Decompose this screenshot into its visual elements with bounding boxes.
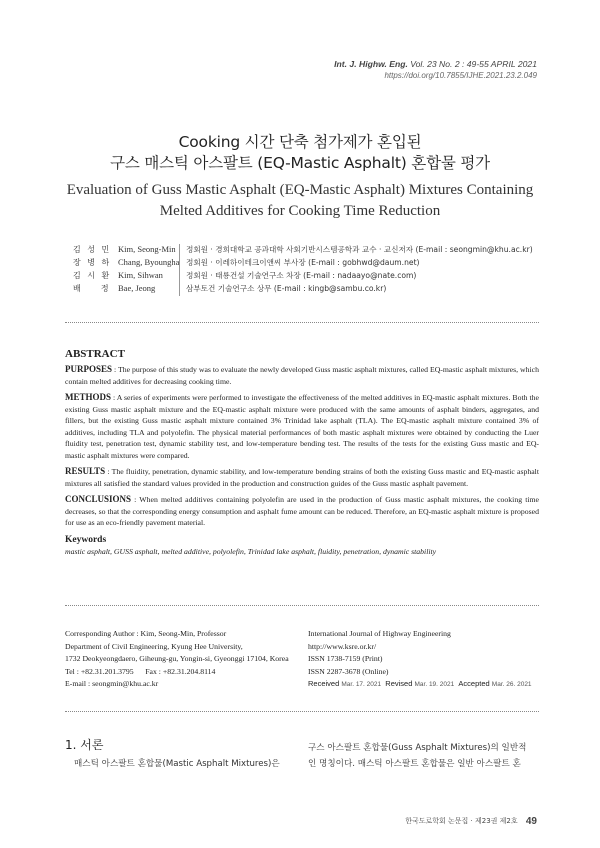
author-affiliation: 정회원 · 태룡건설 기술연구소 차장 (E-mail : nadaayo@nate.com) (186, 271, 417, 280)
doi-link[interactable]: https://doi.org/10.7855/IJHE.2021.23.2.049 (384, 71, 537, 80)
divider (65, 711, 539, 712)
author-name-en: Kim, Seong-Min (118, 244, 176, 254)
methods-text: : A series of experiments were performed to investigate the effectiveness of the melted additives in EQ-mastic asphalt mixtures. Both the existing Guss mastic asphalt mixture and the EQ-mastic asphalt mixture were produced with the same amounts of asphalt binders, aggregates, and fillers, but the existing Guss mastic asphalt mixture contained 3% Trinidad lake asphalt (TLA). The EQ-mastic asphalt mixture contained 3% of additives, including TLA and polyolefin. The physical material performances of both mastic asphalt mixtures were obtained by conducting the Luer fluidity test, penetration test, dynamic stability test, and low-temperature bending test. The results of the tests for the existing Guss mastic and EQ-mastic asphalt mixtures were compared. (65, 393, 539, 460)
page-number: 49 (525, 816, 537, 827)
journal-info-line: International Journal of Highway Engineering (308, 629, 451, 638)
author-affiliation: 삼부토건 기술연구소 상무 (E-mail : kingb@sambu.co.kr) (186, 284, 387, 293)
journal-info-block (308, 628, 548, 692)
received-label: Received (308, 679, 340, 689)
revised-label: Revised (385, 679, 413, 689)
accepted-date: Mar. 26. 2021 (491, 681, 532, 689)
author-row (0, 282, 600, 295)
author-affiliation: 정회원 · 이레하이테크이앤씨 부사장 (E-mail : gobhwd@daum.net) (186, 258, 420, 267)
author-affiliation: 정회원 · 경희대학교 공과대학 사회기반시스템공학과 교수 · 교신저자 (E-mail : seongmin@khu.ac.kr) (186, 245, 533, 254)
purposes-label: PURPOSES (65, 364, 113, 374)
accepted-label: Accepted (458, 679, 490, 689)
methods-label: METHODS (65, 392, 112, 402)
author-row (0, 243, 600, 256)
correspondence-line: 1732 Deokyeongdaero, Giheung-gu, Yongin-si, Gyeonggi 17104, Korea (65, 654, 289, 664)
abstract-purposes (65, 364, 539, 387)
body-line: 인 명칭이다. 매스틱 아스팔트 혼합물은 일반 아스팔트 혼 (308, 758, 521, 769)
title-korean (0, 132, 600, 174)
correspondence-line: Department of Civil Engineering, Kyung Hee University, (65, 641, 243, 651)
body-line: 매스틱 아스팔트 혼합물(Mastic Asphalt Mixtures)은 (74, 759, 280, 769)
abstract-conclusions (65, 494, 539, 529)
journal-name: Int. J. Highw. Eng. (334, 59, 408, 69)
author-row (0, 269, 600, 282)
author-row (0, 256, 600, 269)
conclusions-label: CONCLUSIONS (65, 494, 132, 504)
abstract-results (65, 466, 539, 489)
divider (65, 322, 539, 323)
journal-info-line: ISSN 2287-3678 (Online) (308, 666, 389, 676)
author-name-en: Chang, Byoungha (118, 257, 180, 267)
correspondence-email[interactable]: E-mail : seongmin@khu.ac.kr (65, 679, 159, 689)
correspondence-line: Tel : +82.31.201.3795 Fax : +82.31.204.8114 (65, 666, 216, 676)
journal-url[interactable]: http://www.ksre.or.kr/ (308, 641, 377, 651)
author-name-ko: 김 시 환 (73, 271, 112, 280)
received-date: Mar. 17. 2021 (341, 681, 382, 689)
section-title: 1. 서론 (65, 738, 104, 752)
body-text-left (74, 757, 296, 771)
abstract-methods (65, 392, 539, 461)
author-name-en: Bae, Jeong (118, 283, 156, 293)
page-footer (405, 816, 537, 827)
author-divider (179, 244, 180, 296)
journal-info-line: ISSN 1738-7159 (Print) (308, 654, 383, 664)
title-korean-line1: Cooking 시간 단축 첨가제가 혼입된 (178, 133, 422, 151)
footer-journal: 한국도로학회 논문집 · 제23권 제2호 (405, 817, 518, 825)
correspondence-block (65, 628, 305, 691)
journal-volume: Vol. 23 No. 2 : 49-55 APRIL 2021 (410, 59, 537, 69)
abstract-heading: ABSTRACT (65, 348, 125, 360)
keywords-text: mastic asphalt, GUSS asphalt, melted additive, polyolefin, Trinidad lake asphalt, fluidity, penetration, dynamic stability (65, 546, 437, 556)
title-korean-line2: 구스 매스틱 아스팔트 (EQ-Mastic Asphalt) 혼합물 평가 (110, 154, 490, 172)
body-line: 구스 아스팔트 혼합물(Guss Asphalt Mixtures)의 일반적 (308, 743, 527, 753)
title-english (0, 180, 600, 222)
purposes-text: : The purpose of this study was to evaluate the newly developed Guss mastic asphalt mixtures, called EQ-mastic asphalt mixtures, which contain melted additives for decreasing cooking time. (65, 365, 539, 386)
results-text: : The fluidity, penetration, dynamic stability, and low-temperature bending strains of both the existing Guss mastic and EQ-mastic asphalt mixtures all satisfied the standard values provided in the production and construction guides of the Guss mastic asphalt pavement. (65, 467, 539, 488)
divider (65, 605, 539, 606)
title-english-line1: Evaluation of Guss Mastic Asphalt (EQ-Mastic Asphalt) Mixtures Containing (66, 182, 534, 198)
title-english-line2: Melted Additives for Cooking Time Reduction (159, 203, 441, 219)
results-label: RESULTS (65, 466, 106, 476)
journal-reference (334, 58, 537, 82)
correspondence-line: Corresponding Author : Kim, Seong-Min, Professor (65, 629, 227, 638)
body-text-right (308, 741, 540, 772)
author-name-ko: 장 병 하 (73, 258, 112, 267)
article-dates (308, 678, 548, 692)
conclusions-text: : When melted additives containing polyolefin are used in the production of Guss mastic asphalt mixtures, the cooking time decreases, so that the corresponding energy consumption and asphalt fume amount can be reduced. Therefore, an EQ-mastic asphalt mixture is proposed for use as an eco-friendly pavement material. (65, 495, 539, 527)
author-name-en: Kim, Sihwan (118, 270, 163, 280)
abstract (65, 347, 539, 557)
author-name-ko: 김 성 민 (73, 245, 112, 254)
revised-date: Mar. 19. 2021 (414, 681, 455, 689)
keywords-heading: Keywords (65, 534, 107, 545)
author-name-ko: 배 정 (73, 284, 111, 293)
